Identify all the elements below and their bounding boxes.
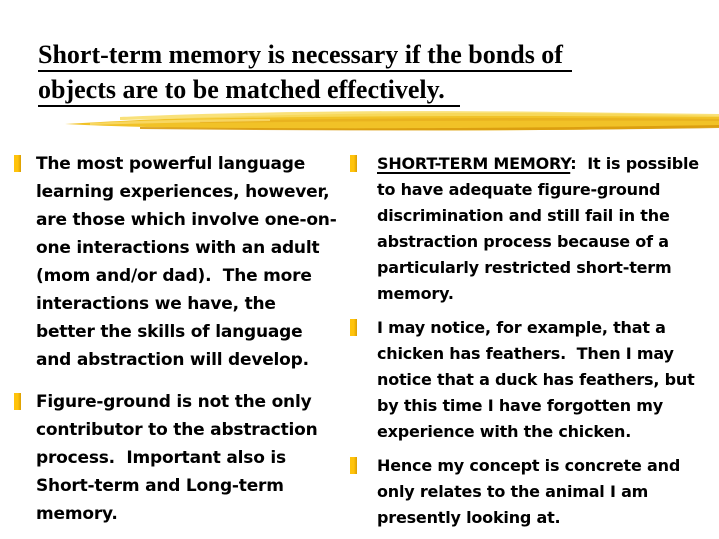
bullet-text — [377, 151, 712, 307]
bullet-text — [36, 388, 338, 528]
left-column-list — [14, 150, 338, 528]
brush-stroke-decoration — [60, 103, 719, 137]
bullet-text — [36, 150, 338, 374]
left-text-column — [14, 150, 338, 528]
bullet-item — [350, 151, 712, 307]
bullet-marker-icon — [350, 319, 357, 336]
bullet-marker-icon — [14, 393, 21, 410]
right-text-column — [350, 151, 712, 531]
bullet-item — [350, 453, 712, 531]
bullet-body-text: The most powerful language learning experiences, however, are those which involve one-on-one interactions with an adult (mom and/or dad). The more interactions we have, the better the skills of language and abstraction will develop. — [36, 154, 337, 370]
bullet-body-text: I may notice, for example, that a chicken has feathers. Then I may notice that a duck has feathers, but by this time I have forgotten my experience with the chicken. — [377, 318, 700, 441]
bullet-text — [377, 315, 712, 445]
slide-title-line2: objects are to be matched effectively. — [38, 75, 460, 107]
bullet-lead-separator: : — [570, 154, 588, 173]
bullet-item — [350, 315, 712, 445]
bullet-marker-icon — [350, 155, 357, 172]
bullet-lead-underlined: SHORT-TERM MEMORY — [377, 154, 571, 173]
bullet-item — [14, 150, 338, 374]
bullet-body-text: Hence my concept is concrete and only relates to the animal I am presently looking at. — [377, 456, 686, 527]
bullet-body-text: It is possible to have adequate figure-ground discrimination and still fail in the abstraction process because of a particularly restricted short-term memory. — [377, 154, 705, 303]
bullet-item — [14, 388, 338, 528]
bullet-body-text: Figure-ground is not the only contributor to the abstraction process. Important also is Short-term and Long-term memory. — [36, 392, 324, 524]
slide-title — [38, 40, 572, 107]
bullet-marker-icon — [350, 457, 357, 474]
bullet-marker-icon — [14, 155, 21, 172]
slide-title-line1: Short-term memory is necessary if the bonds of — [38, 40, 572, 72]
bullet-text — [377, 453, 712, 531]
right-column-list — [350, 151, 712, 531]
